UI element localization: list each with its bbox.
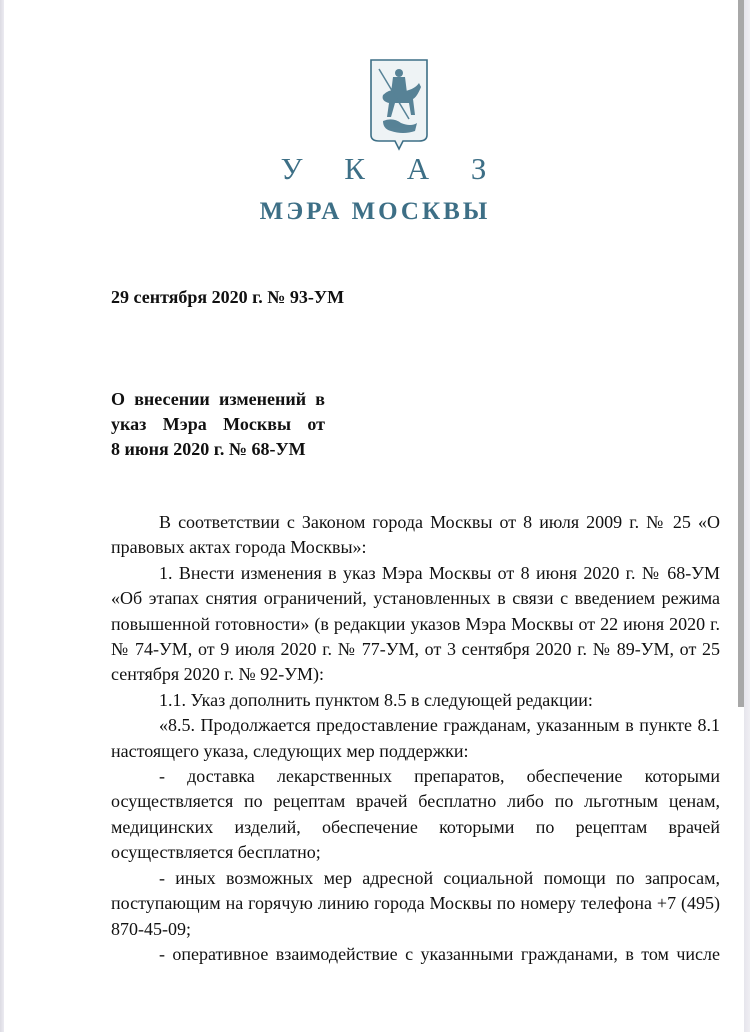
bullet-medicine-delivery: - доставка лекарственных препаратов, обеспечение которыми осуществляется по рецептам врачей бесплатно либо по льготным ценам, медицинских изделий, обеспечение которыми по рецептам врачей осуществляется бесплатно; — [111, 766, 720, 863]
document-date-number: 29 сентября 2020 г. № 93-УМ — [111, 287, 345, 307]
scrollbar[interactable] — [738, 0, 744, 707]
paragraph-item-1-1: 1.1. Указ дополнить пунктом 8.5 в следующей редакции: — [159, 689, 593, 710]
bullet-social-help: - иных возможных мер адресной социальной помощи по запросам, поступающим на горячую линию города Москвы по номеру телефона +7 (495) 870-45-09; — [111, 867, 720, 939]
bullet-interaction: - оперативное взаимодействие с указанными гражданами, в том числе — [159, 943, 720, 964]
document-type-title: У К А З — [280, 151, 504, 186]
document-subject — [111, 387, 325, 462]
subject-line: указ Мэра Москвы от — [111, 414, 325, 434]
issuer-title: МЭРА МОСКВЫ — [259, 198, 491, 225]
subject-line: О внесении изменений в — [111, 389, 325, 409]
paragraph-item-8-5: «8.5. Продолжается предоставление гражданам, указанным в пункте 8.1 настоящего указа, следующих мер поддержки: — [111, 715, 720, 761]
paragraph-preamble: В соответствии с Законом города Москвы от 8 июля 2009 г. № 25 «О правовых актах города Москвы»: — [111, 512, 720, 558]
subject-line: 8 июня 2020 г. № 68-УМ — [111, 439, 306, 459]
moscow-coat-of-arms-icon — [369, 57, 429, 151]
paragraph-item-1: 1. Внести изменения в указ Мэра Москвы от 8 июня 2020 г. № 68-УМ «Об этапах снятия ограничений, установленных в связи с введением режима повышенной готовности» (в редакции указов Мэра Москвы от 22 июня 2020 г. № 74-УМ, от 9 июля 2020 г. № 77-УМ, от 3 сентября 2020 г. № 89-УМ, от 25 сентября 2020 г. № 92-УМ): — [111, 562, 720, 685]
document-body — [111, 510, 720, 967]
